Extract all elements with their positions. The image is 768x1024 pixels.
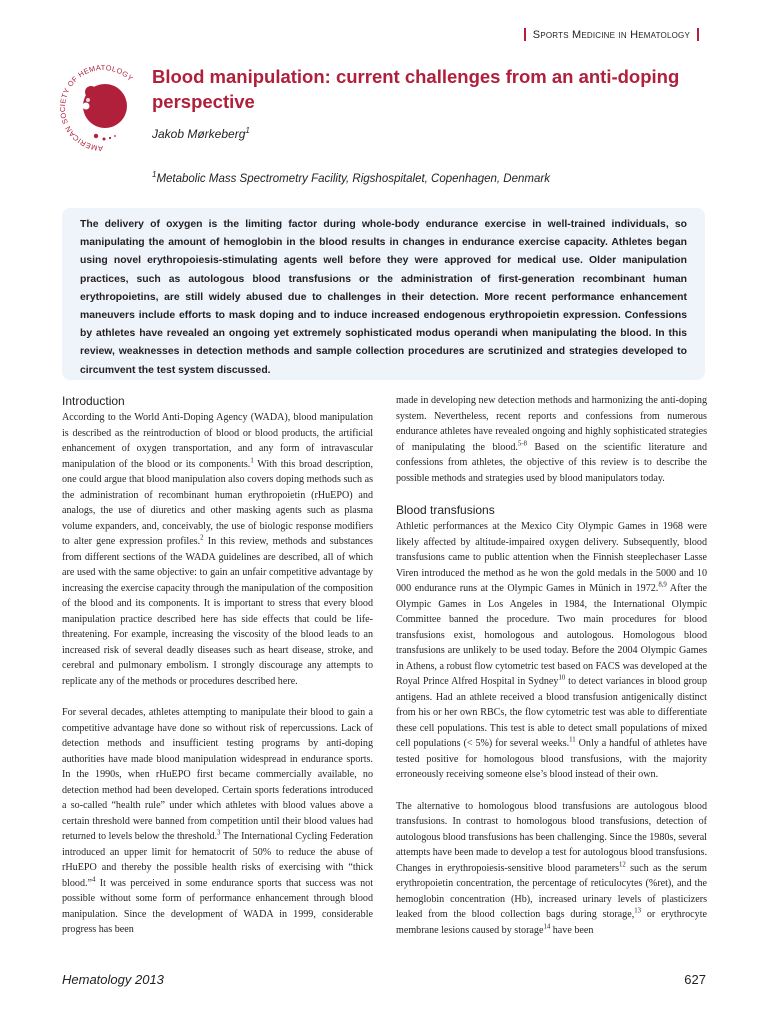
citation: 14 — [543, 923, 551, 931]
citation: 10 — [558, 674, 566, 682]
journal-name: Hematology 2013 — [62, 972, 164, 987]
citation: 3 — [217, 829, 221, 837]
section-header — [517, 28, 706, 41]
intro-heading: Introduction — [62, 394, 125, 408]
affil-marker: 1 — [152, 170, 157, 179]
header-bar-right — [697, 28, 699, 41]
author — [152, 126, 250, 141]
blood-transfusions-heading: Blood transfusions — [396, 503, 495, 517]
column-left — [62, 393, 373, 938]
intro-continuation: made in developing new detection methods and harmonizing the anti-doping system. Nevertheless, recent reports and confessions from numerous endurance athletes have revealed ongoing and highly sophisticated strategies of manipulating the blood.$^{5-8}$ Based on the scientific literature and confessions from athletes, the objective of this review is to describe the possible methods and strategies used by blood manipulators today. — [396, 395, 707, 484]
ash-logo — [58, 58, 148, 158]
logo-text: AMERICAN SOCIETY OF HEMATOLOGY — [58, 62, 136, 154]
bt-paragraph-2: The alternative to homologous blood transfusions are autologous blood transfusions. In contrast to homologous blood transfusions, detection of autologous blood transfusions has been challenging. Since the 1980s, several attempts have been made to develop a test for autologous blood transfusions. Changes in erythropoiesis-sensitive blood parameters$^{12}$ such as the serum erythropoietin concentration, the percentage of reticulocytes (%ret), and the hemoglobin concentration (Hb), increased urinary levels of plasticizers leaked from the blood collection bags during storage,$^{13}$ or erythrocyte membrane lesions caused by storage$^{14}$ have been — [396, 800, 707, 936]
citation: 13 — [634, 907, 642, 915]
bt-paragraph-1: Athletic performances at the Mexico City Olympic Games in 1968 were likely affected by altitude-impaired oxygen delivery. Subsequently, blood transfusions came to public attention when the Finnish steeplechaser Lasse Viren introduced the method as he won the gold medals in the 5000 and 10 000 endurance runs at the Olympic Games in Münich in 1972.$^{8,9}$ After the Olympic Games in Los Angeles in 1984, the International Olympic Committee banned the procedure. Two main procedures for blood transfusions exist, homologous and autologous. Homologous blood transfusions are unlikely to be used today. Before the 2004 Olympic Games in Athens, a robust flow cytometric test based on FACS was developed at the Royal Prince Alfred Hospital in Sydney$^{10}$ to detect variances in blood group antigens. Had an athlete received a blood transfusion antigenically distinct from his or her own RBCs, the flow cytometric test was able to differentiate these cell populations. This test is able to detect small populations of mixed cell populations (< 5%) for several weeks.$^{11}$ Only a handful of athletes have tested positive for homologous blood transfusions, with the majority erroneously receiving someone else’s blood instead of their own. — [396, 521, 708, 780]
abstract-text: The delivery of oxygen is the limiting factor during whole-body endurance exercise in well-trained individuals, so manipulating the amount of hemoglobin in the blood results in changes in endurance exercise capacity. Athletes began using novel erythropoiesis-stimulating agents well before they were approved for medical use. Older manipulation practices, such as autologous blood transfusions or the administration of first-generation recombinant human erythropoietins, are still widely abused due to challenges in their detection. More recent performance enhancement maneuvers include efforts to mask doping and to induce increased endogenous erythropoietin expression. Confessions by athletes have revealed an ongoing yet extremely sophisticated modus operandi when manipulating the blood. In this review, weaknesses in detection methods and sample collection procedures are scrutinized and strategies developed to circumvent the test system discussed. — [80, 219, 687, 376]
page-number: 627 — [684, 972, 706, 987]
citation: 12 — [619, 861, 626, 869]
citation: 1 — [250, 457, 254, 465]
intro-paragraph-2: For several decades, athletes attempting to manipulate their blood to gain a competitive advantage have done so without risk of repercussions. Lack of detection methods and insufficient testing programs by anti-doping authorities have made blood manipulation widespread in endurance sports. In the 1990s, when rHuEPO first became commercially available, no detection method had been developed. Certain sports federations introduced a so-called “health rule” under which athletes with blood values above a certain threshold were banned from competition until their blood values had returned to levels below the threshold.$^3$ The International Cycling Federation introduced an upper limit for hematocrit of 50% to reduce the abuse of rHuEPO and thereby the possible health risks of exercising with “thick blood.”$^4$ It was perceived in some endurance sports that success was not possible without some form of performance enhancement through blood manipulation. Since the development of WADA in 1999, considerable progress has been — [62, 707, 373, 935]
abstract-box — [62, 208, 705, 380]
article-title: Blood manipulation: current challenges from an anti-doping perspective — [152, 66, 680, 112]
author-affil-ref: 1 — [245, 126, 250, 135]
column-right — [396, 393, 707, 938]
intro-paragraph-1: According to the World Anti-Doping Agency (WADA), blood manipulation is described as the reintroduction of blood or blood products, the artificial enhancement of oxygen transportation, and any form of intravascular manipulation of the blood or its components.$^1$ With this broad description, one could argue that blood manipulation also covers doping methods such as the administration of recombinant human erythropoietin (rHuEPO) and analogs, the use of diuretics and other masking agents such as plasma volume expanders, and, conceivably, the use of biologic response modifiers to alter gene expression profiles.$^2$ In this review, methods and substances from different sections of the WADA guidelines are described, all of which are used with the same objective: to gain an unfair competitive advantage by increasing the exercise capacity through the manipulation of the composition of the blood and its components. It is important to stress that every blood manipulation practice described here has side effects that could be life-threatening. For example, increasing the viscosity of the blood leads to an increased risk of several deadly diseases such as heart disease, stroke, and cerebral and pulmonary embolism. I strongly discourage any attempts to replicate any of the methods or procedures described here. — [62, 412, 373, 687]
affiliation-text: Metabolic Mass Spectrometry Facility, Rigshospitalet, Copenhagen, Denmark — [156, 172, 550, 185]
citation: 8,9 — [658, 581, 667, 589]
affiliation — [152, 170, 550, 185]
citation: 11 — [569, 736, 576, 744]
citation: 4 — [92, 876, 96, 884]
header-bar-left — [524, 28, 526, 41]
citation: 5-8 — [517, 440, 528, 448]
section-label: Sports Medicine in Hematology — [532, 28, 690, 41]
citation: 2 — [200, 534, 204, 542]
author-name: Jakob Mørkeberg — [152, 127, 246, 141]
